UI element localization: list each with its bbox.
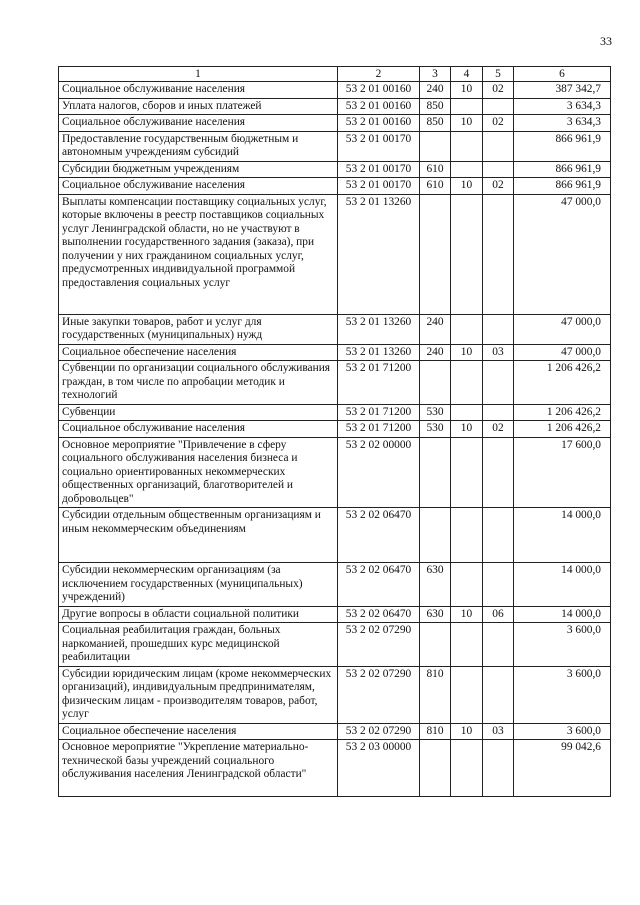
row-amount-cell: 3 634,3 — [514, 115, 611, 132]
row-rz-cell — [451, 666, 483, 723]
row-name-cell: Социальное обеспечение населения — [59, 344, 338, 361]
row-vr-cell: 850 — [420, 115, 451, 132]
row-amount-cell: 14 000,0 — [514, 563, 611, 607]
row-amount-cell: 866 961,9 — [514, 161, 611, 178]
row-vr-cell: 810 — [420, 666, 451, 723]
row-amount-cell: 47 000,0 — [514, 344, 611, 361]
budget-table — [58, 66, 611, 797]
row-amount-cell: 17 600,0 — [514, 437, 611, 508]
row-pr-cell — [483, 194, 514, 314]
row-code-cell: 53 2 01 71200 — [338, 361, 420, 405]
row-code-cell: 53 2 01 00170 — [338, 161, 420, 178]
row-name-cell: Субсидии некоммерческим организациям (за исключением государственных (муниципальных) учреждений) — [59, 563, 338, 607]
row-name-cell: Другие вопросы в области социальной политики — [59, 606, 338, 623]
row-amount-cell: 14 000,0 — [514, 606, 611, 623]
table-row — [59, 723, 611, 740]
row-vr-cell — [420, 361, 451, 405]
row-pr-cell — [483, 404, 514, 421]
row-pr-cell: 03 — [483, 344, 514, 361]
row-pr-cell: 02 — [483, 178, 514, 195]
row-vr-cell — [420, 194, 451, 314]
row-rz-cell — [451, 131, 483, 161]
table-row — [59, 361, 611, 405]
row-code-cell: 53 2 02 06470 — [338, 606, 420, 623]
row-name-cell: Предоставление государственным бюджетным и автономным учреждениям субсидий — [59, 131, 338, 161]
row-amount-cell: 866 961,9 — [514, 178, 611, 195]
row-name-cell: Основное мероприятие "Привлечение в сферу социального обслуживания населения бизнеса и социально ориентированных некоммерческих общественных организаций, благотворителей и добровольцев" — [59, 437, 338, 508]
table-row — [59, 115, 611, 132]
row-rz-cell: 10 — [451, 344, 483, 361]
row-amount-cell: 866 961,9 — [514, 131, 611, 161]
row-name-cell: Социальное обслуживание населения — [59, 421, 338, 438]
row-code-cell: 53 2 01 13260 — [338, 344, 420, 361]
row-code-cell: 53 2 03 00000 — [338, 740, 420, 797]
row-vr-cell — [420, 131, 451, 161]
row-code-cell: 53 2 01 71200 — [338, 421, 420, 438]
row-vr-cell: 530 — [420, 421, 451, 438]
table-row — [59, 623, 611, 667]
row-rz-cell — [451, 314, 483, 344]
row-amount-cell: 3 600,0 — [514, 723, 611, 740]
header-cell-code: 2 — [338, 67, 420, 82]
row-amount-cell: 1 206 426,2 — [514, 361, 611, 405]
row-pr-cell — [483, 563, 514, 607]
row-rz-cell — [451, 508, 483, 563]
row-vr-cell — [420, 437, 451, 508]
row-vr-cell: 240 — [420, 82, 451, 99]
row-vr-cell: 850 — [420, 98, 451, 115]
row-pr-cell — [483, 98, 514, 115]
row-pr-cell — [483, 314, 514, 344]
header-cell-rz: 4 — [451, 67, 483, 82]
row-pr-cell — [483, 131, 514, 161]
header-row — [59, 67, 611, 82]
row-name-cell: Социальное обеспечение населения — [59, 723, 338, 740]
row-pr-cell — [483, 508, 514, 563]
row-vr-cell — [420, 623, 451, 667]
row-pr-cell: 02 — [483, 115, 514, 132]
table-row — [59, 98, 611, 115]
row-pr-cell — [483, 623, 514, 667]
row-amount-cell: 3 634,3 — [514, 98, 611, 115]
header-cell-name: 1 — [59, 67, 338, 82]
table-row — [59, 131, 611, 161]
row-rz-cell: 10 — [451, 115, 483, 132]
row-name-cell: Иные закупки товаров, работ и услуг для государственных (муниципальных) нужд — [59, 314, 338, 344]
header-cell-vr: 3 — [420, 67, 451, 82]
row-rz-cell — [451, 623, 483, 667]
table-row — [59, 314, 611, 344]
table-row — [59, 508, 611, 563]
row-name-cell: Социальное обслуживание населения — [59, 82, 338, 99]
row-amount-cell: 47 000,0 — [514, 314, 611, 344]
row-code-cell: 53 2 02 06470 — [338, 508, 420, 563]
row-amount-cell: 1 206 426,2 — [514, 404, 611, 421]
row-name-cell: Субсидии юридическим лицам (кроме некоммерческих организаций), индивидуальным предпринимателям, физическим лицам - производителям товаров, работ, услуг — [59, 666, 338, 723]
row-vr-cell — [420, 508, 451, 563]
row-amount-cell: 99 042,6 — [514, 740, 611, 797]
row-vr-cell: 610 — [420, 161, 451, 178]
table-row — [59, 178, 611, 195]
row-name-cell: Субсидии бюджетным учреждениям — [59, 161, 338, 178]
row-name-cell: Основное мероприятие "Укрепление материально-технической базы учреждений социального обслуживания населения Ленинградской области" — [59, 740, 338, 797]
table-row — [59, 606, 611, 623]
row-vr-cell: 810 — [420, 723, 451, 740]
row-pr-cell: 03 — [483, 723, 514, 740]
row-rz-cell — [451, 361, 483, 405]
table-row — [59, 740, 611, 797]
row-pr-cell — [483, 361, 514, 405]
row-code-cell: 53 2 01 00160 — [338, 98, 420, 115]
row-rz-cell: 10 — [451, 606, 483, 623]
row-pr-cell: 02 — [483, 82, 514, 99]
table-row — [59, 161, 611, 178]
table-row — [59, 666, 611, 723]
row-vr-cell: 240 — [420, 314, 451, 344]
row-rz-cell: 10 — [451, 421, 483, 438]
row-amount-cell: 47 000,0 — [514, 194, 611, 314]
row-amount-cell: 387 342,7 — [514, 82, 611, 99]
row-code-cell: 53 2 01 71200 — [338, 404, 420, 421]
row-code-cell: 53 2 02 07290 — [338, 623, 420, 667]
row-code-cell: 53 2 02 07290 — [338, 723, 420, 740]
row-rz-cell: 10 — [451, 82, 483, 99]
row-code-cell: 53 2 01 00170 — [338, 178, 420, 195]
row-code-cell: 53 2 01 00160 — [338, 115, 420, 132]
row-name-cell: Социальное обслуживание населения — [59, 115, 338, 132]
row-code-cell: 53 2 02 00000 — [338, 437, 420, 508]
row-amount-cell: 3 600,0 — [514, 666, 611, 723]
table-row — [59, 437, 611, 508]
row-rz-cell — [451, 740, 483, 797]
row-rz-cell — [451, 404, 483, 421]
row-name-cell: Субсидии отдельным общественным организациям и иным некоммерческим объединениям — [59, 508, 338, 563]
row-rz-cell — [451, 437, 483, 508]
row-rz-cell: 10 — [451, 178, 483, 195]
row-rz-cell — [451, 98, 483, 115]
row-pr-cell — [483, 161, 514, 178]
row-code-cell: 53 2 01 00160 — [338, 82, 420, 99]
row-code-cell: 53 2 02 06470 — [338, 563, 420, 607]
row-rz-cell — [451, 194, 483, 314]
row-vr-cell: 530 — [420, 404, 451, 421]
row-pr-cell — [483, 666, 514, 723]
table-row — [59, 194, 611, 314]
row-name-cell: Субвенции — [59, 404, 338, 421]
row-code-cell: 53 2 01 13260 — [338, 194, 420, 314]
row-code-cell: 53 2 02 07290 — [338, 666, 420, 723]
page-number: 33 — [600, 34, 612, 48]
row-vr-cell: 240 — [420, 344, 451, 361]
row-pr-cell — [483, 437, 514, 508]
row-rz-cell — [451, 563, 483, 607]
table-row — [59, 404, 611, 421]
row-amount-cell: 1 206 426,2 — [514, 421, 611, 438]
row-name-cell: Выплаты компенсации поставщику социальных услуг, которые включены в реестр поставщиков социальных услуг Ленинградской области, но не участвуют в выполнении государственного задания (заказа), при получении у них гражданином социальных услуг, предусмотренных индивидуальной программой предоставления социальных услуг — [59, 194, 338, 314]
header-cell-amount: 6 — [514, 67, 611, 82]
table-row — [59, 563, 611, 607]
row-pr-cell — [483, 740, 514, 797]
table-row — [59, 421, 611, 438]
row-name-cell: Социальное обслуживание населения — [59, 178, 338, 195]
row-name-cell: Субвенции по организации социального обслуживания граждан, в том числе по апробации методик и технологий — [59, 361, 338, 405]
row-amount-cell: 14 000,0 — [514, 508, 611, 563]
table-row — [59, 344, 611, 361]
table-row — [59, 82, 611, 99]
row-pr-cell: 06 — [483, 606, 514, 623]
row-name-cell: Уплата налогов, сборов и иных платежей — [59, 98, 338, 115]
row-vr-cell — [420, 740, 451, 797]
row-code-cell: 53 2 01 13260 — [338, 314, 420, 344]
row-name-cell: Социальная реабилитация граждан, больных наркоманией, прошедших курс медицинской реабилитации — [59, 623, 338, 667]
row-vr-cell: 610 — [420, 178, 451, 195]
row-amount-cell: 3 600,0 — [514, 623, 611, 667]
header-cell-pr: 5 — [483, 67, 514, 82]
row-rz-cell — [451, 161, 483, 178]
row-code-cell: 53 2 01 00170 — [338, 131, 420, 161]
row-vr-cell: 630 — [420, 606, 451, 623]
row-rz-cell: 10 — [451, 723, 483, 740]
row-pr-cell: 02 — [483, 421, 514, 438]
row-vr-cell: 630 — [420, 563, 451, 607]
